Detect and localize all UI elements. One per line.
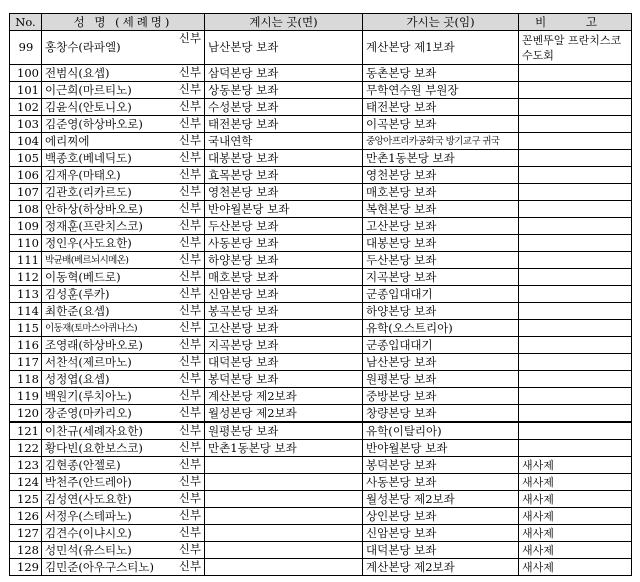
priest-name-cell <box>42 201 205 218</box>
current-post: 상동본당 보좌 <box>205 82 363 99</box>
table-row <box>10 440 632 457</box>
table-row <box>10 65 632 82</box>
row-number: 120 <box>10 405 42 423</box>
new-post: 상인본당 보좌 <box>363 508 519 525</box>
row-number: 104 <box>10 133 42 150</box>
row-number: 113 <box>10 286 42 303</box>
remark <box>519 116 632 133</box>
priest-name: 김재우(마태오) <box>45 167 121 182</box>
table-row <box>10 371 632 388</box>
row-number: 123 <box>10 457 42 474</box>
priest-name-cell <box>42 371 205 388</box>
row-number: 103 <box>10 116 42 133</box>
remark <box>519 269 632 286</box>
row-number: 119 <box>10 388 42 405</box>
remark <box>519 184 632 201</box>
current-post: 수성본당 보좌 <box>205 99 363 116</box>
priest-title: 신부 <box>178 184 201 198</box>
priest-title: 신부 <box>178 491 201 505</box>
priest-title: 신부 <box>178 167 201 181</box>
current-post: 대봉본당 보좌 <box>205 150 363 167</box>
current-post: 삼덕본당 보좌 <box>205 65 363 82</box>
priest-name: 정재훈(프란치스코) <box>45 218 143 233</box>
table-row <box>10 31 632 65</box>
remark <box>519 440 632 457</box>
priest-name-cell <box>42 31 205 65</box>
table-row <box>10 218 632 235</box>
row-number: 105 <box>10 150 42 167</box>
priest-title: 신부 <box>178 218 201 232</box>
new-post: 반야월본당 보좌 <box>363 440 519 457</box>
current-post: 반야월본당 보좌 <box>205 201 363 218</box>
current-post: 사동본당 보좌 <box>205 235 363 252</box>
priest-name: 김성훈(루카) <box>45 286 110 301</box>
priest-name-cell <box>42 235 205 252</box>
new-post: 복현본당 보좌 <box>363 201 519 218</box>
priest-name-cell <box>42 542 205 559</box>
priest-name-cell <box>42 320 205 337</box>
priest-name-cell <box>42 405 205 423</box>
priest-name-cell <box>42 269 205 286</box>
remark <box>519 405 632 423</box>
priest-name-cell <box>42 218 205 235</box>
remark <box>519 99 632 116</box>
new-post: 신암본당 보좌 <box>363 525 519 542</box>
remark: 새사제 <box>519 559 632 576</box>
priest-name: 김견수(이냐시오) <box>45 525 132 540</box>
remark: 새사제 <box>519 508 632 525</box>
table-row <box>10 167 632 184</box>
priest-title: 신부 <box>178 235 201 249</box>
current-post: 하양본당 보좌 <box>205 252 363 269</box>
table-row <box>10 235 632 252</box>
table-row <box>10 320 632 337</box>
priest-name: 이근희(마르티노) <box>45 82 132 97</box>
current-post <box>205 559 363 576</box>
table-row <box>10 542 632 559</box>
new-post: 계산본당 제1보좌 <box>363 31 519 65</box>
row-number: 128 <box>10 542 42 559</box>
priest-name-cell <box>42 82 205 99</box>
remark <box>519 388 632 405</box>
table-row <box>10 286 632 303</box>
current-post: 고산본당 보좌 <box>205 320 363 337</box>
table-row <box>10 508 632 525</box>
table-row <box>10 405 632 423</box>
priest-name-cell <box>42 337 205 354</box>
current-post: 매호본당 보좌 <box>205 269 363 286</box>
current-post: 봉곡본당 보좌 <box>205 303 363 320</box>
priest-name: 박균배(베르뇌시메온) <box>45 255 129 266</box>
current-post: 봉덕본당 보좌 <box>205 371 363 388</box>
new-post: 중방본당 보좌 <box>363 388 519 405</box>
new-post: 이곡본당 보좌 <box>363 116 519 133</box>
current-post: 영천본당 보좌 <box>205 184 363 201</box>
priest-name-cell <box>42 303 205 320</box>
priest-name: 최한준(요셉) <box>45 303 110 318</box>
priest-name-cell <box>42 354 205 371</box>
priest-title: 신부 <box>178 354 201 368</box>
row-number: 116 <box>10 337 42 354</box>
current-post: 효목본당 보좌 <box>205 167 363 184</box>
priest-title: 신부 <box>178 337 201 351</box>
new-post: 남산본당 보좌 <box>363 354 519 371</box>
remark <box>519 65 632 82</box>
priest-name: 이찬규(세례자요한) <box>45 423 143 438</box>
remark: 새사제 <box>519 525 632 542</box>
priest-name: 김성연(사도요한) <box>45 491 132 506</box>
current-post: 신암본당 보좌 <box>205 286 363 303</box>
priest-title: 신부 <box>178 559 201 573</box>
new-post: 유학(이탈리아) <box>363 422 519 440</box>
new-post: 만촌1동본당 보좌 <box>363 150 519 167</box>
priest-title: 신부 <box>178 508 201 522</box>
new-post: 중앙아프리카공화국 방기교구 귀국 <box>363 133 519 150</box>
priest-name-cell <box>42 491 205 508</box>
new-post: 계산본당 제2보좌 <box>363 559 519 576</box>
current-post <box>205 474 363 491</box>
table-row <box>10 303 632 320</box>
remark: 새사제 <box>519 457 632 474</box>
priest-title: 신부 <box>178 440 201 454</box>
priest-name-cell <box>42 457 205 474</box>
priest-title: 신부 <box>178 201 201 215</box>
new-post: 하양본당 보좌 <box>363 303 519 320</box>
priest-name-cell <box>42 422 205 440</box>
remark <box>519 167 632 184</box>
priest-name-cell <box>42 184 205 201</box>
table-row <box>10 422 632 440</box>
priest-title: 신부 <box>178 133 201 147</box>
remark <box>519 252 632 269</box>
current-post: 원평본당 보좌 <box>205 422 363 440</box>
row-number: 107 <box>10 184 42 201</box>
row-number: 99 <box>10 31 42 65</box>
priest-name-cell <box>42 167 205 184</box>
priest-title: 신부 <box>178 474 201 488</box>
current-post <box>205 457 363 474</box>
remark: 꼰벤뚜알 프란치스코 수도회 <box>519 31 632 65</box>
priest-title: 신부 <box>178 150 201 164</box>
priest-name-cell <box>42 252 205 269</box>
table-body <box>10 31 632 576</box>
priest-name: 조영래(하상바오로) <box>45 337 143 352</box>
priest-name-cell <box>42 286 205 303</box>
priest-name-cell <box>42 99 205 116</box>
table-row <box>10 559 632 576</box>
header-current: 계시는 곳(면) <box>205 14 363 31</box>
new-post: 봉덕본당 보좌 <box>363 457 519 474</box>
table-row <box>10 252 632 269</box>
priest-name-cell <box>42 133 205 150</box>
row-number: 110 <box>10 235 42 252</box>
priest-name: 백종호(베네딕도) <box>45 150 132 165</box>
row-number: 100 <box>10 65 42 82</box>
priest-name: 정인우(사도요한) <box>45 235 132 250</box>
priest-name: 서정우(스테파노) <box>45 508 132 523</box>
table-row <box>10 525 632 542</box>
remark: 새사제 <box>519 491 632 508</box>
priest-title: 신부 <box>178 371 201 385</box>
new-post: 대봉본당 보좌 <box>363 235 519 252</box>
priest-title: 신부 <box>178 423 201 437</box>
priest-name-cell <box>42 65 205 82</box>
priest-name-cell <box>42 559 205 576</box>
priest-name: 김현종(안젤로) <box>45 457 121 472</box>
new-post: 태전본당 보좌 <box>363 99 519 116</box>
row-number: 108 <box>10 201 42 218</box>
priest-name: 황다빈(요한보스코) <box>45 440 143 455</box>
priest-title: 신부 <box>178 320 201 334</box>
priest-name: 성민석(유스티노) <box>45 542 132 557</box>
new-post: 군종입대대기 <box>363 286 519 303</box>
remark <box>519 82 632 99</box>
priest-title: 신부 <box>178 269 201 283</box>
current-post: 대덕본당 보좌 <box>205 354 363 371</box>
priest-name: 김관호(리카르도) <box>45 184 132 199</box>
remark <box>519 201 632 218</box>
priest-name: 박천주(안드레아) <box>45 474 132 489</box>
priest-title: 신부 <box>178 99 201 113</box>
priest-title: 신부 <box>178 457 201 471</box>
new-post: 군종입대대기 <box>363 337 519 354</box>
table-row <box>10 388 632 405</box>
priest-name-cell <box>42 440 205 457</box>
current-post <box>205 491 363 508</box>
priest-title: 신부 <box>178 388 201 402</box>
priest-name: 이동혁(베드로) <box>45 269 121 284</box>
current-post <box>205 525 363 542</box>
row-number: 111 <box>10 252 42 269</box>
new-post: 고산본당 보좌 <box>363 218 519 235</box>
new-post: 원평본당 보좌 <box>363 371 519 388</box>
priest-name: 김민준(아우구스티노) <box>45 559 154 574</box>
remark <box>519 371 632 388</box>
new-post: 대덕본당 보좌 <box>363 542 519 559</box>
priest-name: 에리찌에 <box>45 133 90 148</box>
table-row <box>10 269 632 286</box>
current-post: 두산본당 보좌 <box>205 218 363 235</box>
remark <box>519 320 632 337</box>
priest-name: 김준영(하상바오로) <box>45 116 143 131</box>
priest-title: 신부 <box>178 82 201 96</box>
priest-title: 신부 <box>178 65 201 79</box>
remark <box>519 422 632 440</box>
priest-name-cell <box>42 525 205 542</box>
remark <box>519 303 632 320</box>
priest-name-cell <box>42 150 205 167</box>
new-post: 무학연수원 부원장 <box>363 82 519 99</box>
header-row <box>10 14 632 31</box>
row-number: 121 <box>10 422 42 440</box>
row-number: 118 <box>10 371 42 388</box>
priest-name: 장준영(마카리오) <box>45 405 132 420</box>
priest-name-cell <box>42 474 205 491</box>
assignment-table <box>9 13 632 576</box>
row-number: 126 <box>10 508 42 525</box>
priest-name: 홍창수(라파엘) <box>45 40 121 54</box>
remark <box>519 235 632 252</box>
current-post <box>205 542 363 559</box>
row-number: 124 <box>10 474 42 491</box>
new-post: 매호본당 보좌 <box>363 184 519 201</box>
table-row <box>10 99 632 116</box>
priest-name-cell <box>42 508 205 525</box>
table-row <box>10 354 632 371</box>
priest-title: 신부 <box>178 252 201 266</box>
table-row <box>10 337 632 354</box>
row-number: 115 <box>10 320 42 337</box>
header-note: 비 고 <box>519 14 632 31</box>
table-row <box>10 474 632 491</box>
priest-name: 서찬석(제르마노) <box>45 354 132 369</box>
priest-name: 이동재(토마스아퀴나스) <box>45 323 137 334</box>
table-row <box>10 457 632 474</box>
priest-name: 성정엽(요셉) <box>45 371 110 386</box>
remark <box>519 337 632 354</box>
table-row <box>10 116 632 133</box>
new-post: 지곡본당 보좌 <box>363 269 519 286</box>
current-post: 태전본당 보좌 <box>205 116 363 133</box>
priest-name: 김윤식(안토니오) <box>45 99 132 114</box>
row-number: 117 <box>10 354 42 371</box>
row-number: 114 <box>10 303 42 320</box>
remark: 새사제 <box>519 474 632 491</box>
new-post: 창량본당 보좌 <box>363 405 519 423</box>
table-row <box>10 201 632 218</box>
priest-title: 신부 <box>178 286 201 300</box>
row-number: 102 <box>10 99 42 116</box>
new-post: 유학(오스트리아) <box>363 320 519 337</box>
row-number: 122 <box>10 440 42 457</box>
current-post: 계산본당 제2보좌 <box>205 388 363 405</box>
priest-title: 신부 <box>178 525 201 539</box>
header-going: 가시는 곳(임) <box>363 14 519 31</box>
current-post: 지곡본당 보좌 <box>205 337 363 354</box>
row-number: 101 <box>10 82 42 99</box>
table-row <box>10 82 632 99</box>
priest-title: 신부 <box>178 405 201 419</box>
priest-title: 신부 <box>178 116 201 130</box>
header-name: 성 명 (세례명) <box>42 14 205 31</box>
row-number: 112 <box>10 269 42 286</box>
priest-title: 신부 <box>178 542 201 556</box>
priest-name-cell <box>42 116 205 133</box>
row-number: 127 <box>10 525 42 542</box>
remark <box>519 354 632 371</box>
new-post: 월성본당 제2보좌 <box>363 491 519 508</box>
new-post: 사동본당 보좌 <box>363 474 519 491</box>
current-post: 월성본당 제2보좌 <box>205 405 363 423</box>
current-post: 남산본당 보좌 <box>205 31 363 65</box>
priest-title: 신부 <box>178 303 201 317</box>
priest-title: 신부 <box>178 31 201 45</box>
table-row <box>10 133 632 150</box>
new-post: 영천본당 보좌 <box>363 167 519 184</box>
header-no: No. <box>10 14 42 31</box>
row-number: 125 <box>10 491 42 508</box>
table-row <box>10 184 632 201</box>
priest-name: 안하상(하상바오로) <box>45 201 143 216</box>
row-number: 106 <box>10 167 42 184</box>
new-post: 동촌본당 보좌 <box>363 65 519 82</box>
table-row <box>10 491 632 508</box>
priest-name-cell <box>42 388 205 405</box>
current-post <box>205 508 363 525</box>
remark <box>519 286 632 303</box>
row-number: 129 <box>10 559 42 576</box>
remark <box>519 218 632 235</box>
current-post: 국내연학 <box>205 133 363 150</box>
table-row <box>10 150 632 167</box>
priest-name: 전범식(요셉) <box>45 65 110 80</box>
priest-name: 백원기(루치아노) <box>45 388 132 403</box>
remark: 새사제 <box>519 542 632 559</box>
current-post: 만촌1동본당 보좌 <box>205 440 363 457</box>
row-number: 109 <box>10 218 42 235</box>
remark <box>519 150 632 167</box>
remark <box>519 133 632 150</box>
new-post: 두산본당 보좌 <box>363 252 519 269</box>
